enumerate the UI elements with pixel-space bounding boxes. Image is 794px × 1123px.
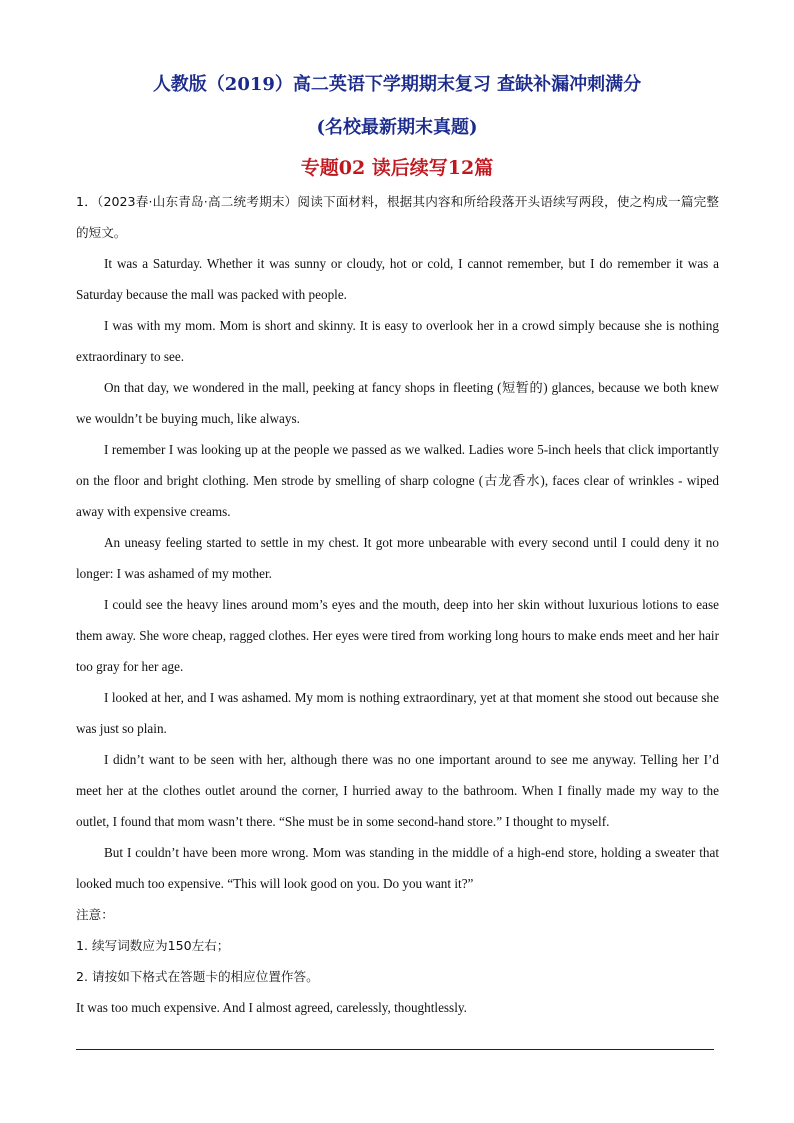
question-intro: 1．（2023春·山东青岛·高二统考期末）阅读下面材料，根据其内容和所给段落开头语续写两段，使之构成一篇完整的短文。 [76, 194, 719, 240]
continuation-start: It was too much expensive. And I almost agreed, carelessly, thoughtlessly. [76, 1000, 467, 1015]
document-title: 人教版（2019）高二英语下学期期末复习 查缺补漏冲刺满分 [152, 74, 642, 95]
story-paragraph-1: It was a Saturday. Whether it was sunny or cloudy, hot or cold, I cannot remember, but I do remember it was a Saturday because the mall was packed with people. [76, 256, 719, 302]
answer-line [76, 1049, 714, 1050]
story-paragraph-6: I could see the heavy lines around mom’s eyes and the mouth, deep into her skin without luxurious lotions to ease them away. She wore cheap, ragged clothes. Her eyes were tired from working long hours to make ends meet and her hair too gray for her age. [76, 597, 719, 674]
story-paragraph-4: I remember I was looking up at the people we passed as we walked. Ladies wore 5-inch heels that click importantly on the floor and bright clothing. Men strode by smelling of sharp cologne (古龙香水), faces clear of wrinkles - wiped away with expensive creams. [76, 442, 719, 519]
topic-title: 专题02 读后续写12篇 [300, 157, 494, 179]
notes-label: 注意： [76, 907, 114, 922]
note-item-1: 1. 续写词数应为150左右； [76, 938, 230, 953]
story-paragraph-5: An uneasy feeling started to settle in my chest. It got more unbearable with every second until I could deny it no longer: I was ashamed of my mother. [76, 535, 719, 581]
document-subtitle: (名校最新期末真题) [316, 117, 478, 138]
story-paragraph-7: I looked at her, and I was ashamed. My mom is nothing extraordinary, yet at that moment she stood out because she was just so plain. [76, 690, 719, 736]
question-body [76, 186, 719, 1023]
story-paragraph-8: I didn’t want to be seen with her, although there was no one important around to see me anyway. Telling her I’d meet her at the clothes outlet around the corner, I hurried away to the bathroom. When I finally made my way to the outlet, I found that mom wasn’t there. “She must be in some second-hand store.” I thought to myself. [76, 752, 719, 829]
story-paragraph-2: I was with my mom. Mom is short and skinny. It is easy to overlook her in a crowd simply because she is nothing extraordinary to see. [76, 318, 719, 364]
story-paragraph-3: On that day, we wondered in the mall, peeking at fancy shops in fleeting (短暂的) glances, because we both knew we wouldn’t be buying much, like always. [76, 380, 719, 426]
story-paragraph-9: But I couldn’t have been more wrong. Mom was standing in the middle of a high-end store, holding a sweater that looked much too expensive. “This will look good on you. Do you want it?” [76, 845, 719, 891]
note-item-2: 2. 请按如下格式在答题卡的相应位置作答。 [76, 969, 319, 984]
